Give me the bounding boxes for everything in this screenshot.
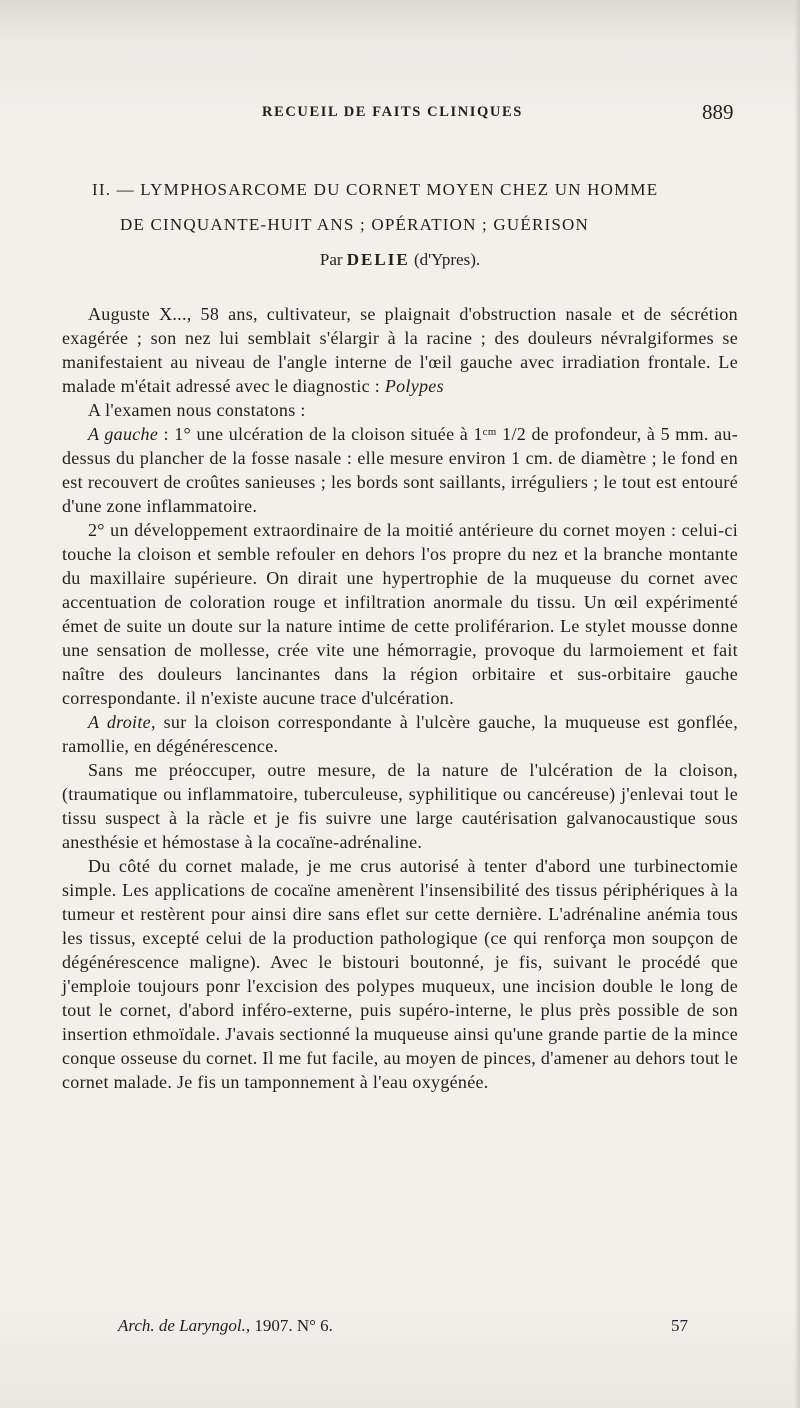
paragraph-text: Du côté du cornet malade, je me crus autorisé à tenter d'abord une turbinectomie simple. Les applications de cocaïne amenèrent l'insensibilité des tissus périphériques à la tumeur et restèrent pour ainsi dire sans eflet sur cette dernière. L'adrénaline anémia tous les tissus, excepté celui de la production pathologique (ce qui renforça mon soupçon de dégénérescence maligne). Avec le bistouri boutonné, je fis, suivant le procédé que j'emploie toujours ponr l'excision des polypes muqueux, une incision double le long de tout le cornet, d'abord inféro-externe, puis supéro-interne, le plus près possible de son insertion ethmoïdale. J'avais sectionné la muqueuse ainsi qu'une grande partie de la mince conque osseuse du cornet. Il me fut facile, au moyen de pinces, d'amener au dehors tout le cornet malade. Je fis un tamponnement à l'eau oxygénée. — [62, 856, 738, 1092]
italic-text: A gauche — [88, 424, 159, 444]
paragraph — [62, 302, 738, 398]
page-footer — [118, 1316, 688, 1342]
article-title-line-1: II. — LYMPHOSARCOME DU CORNET MOYEN CHEZ UN HOMME — [92, 180, 659, 199]
paragraph — [62, 398, 738, 422]
paragraph-text: , sur la cloison correspondante à l'ulcère gauche, la muqueuse est gonflée, ramollie, en dégénérescence. — [62, 712, 738, 756]
journal-citation — [118, 1316, 333, 1336]
article-body — [62, 302, 738, 1094]
paragraph-text: Sans me préoccuper, outre mesure, de la nature de l'ulcération de la cloison, (traumatique ou inflammatoire, tuberculeuse, syphilitique ou cancéreuse) j'enlevai tout le tissu suspect à la ràcle et je fis suivre une large cautérisation galvanocaustique sous anesthésie et hémostase à la cocaïne-adrénaline. — [62, 760, 738, 852]
paragraph-text: A l'examen nous constatons : — [88, 400, 306, 420]
article-title-line-2: DE CINQUANTE-HUIT ANS ; OPÉRATION ; GUÉRISON — [120, 215, 589, 234]
paragraph — [62, 854, 738, 1094]
article-title — [92, 172, 752, 242]
page-number: 889 — [702, 100, 734, 124]
paragraph — [62, 710, 738, 758]
byline — [0, 250, 800, 270]
running-head — [0, 100, 800, 128]
author-name: DELIE — [346, 250, 410, 269]
paragraph-text: : 1° une ulcération de la cloison située à 1ᶜᵐ 1/2 de profondeur, à 5 mm. au-dessus du plancher de la fosse nasale : elle mesure environ 1 cm. de diamètre ; le fond en est recouvert de croûtes sanieuses ; les bords sont saillants, irréguliers ; le tout est entouré d'une zone inflammatoire. — [62, 424, 738, 516]
italic-text: Polypes — [384, 376, 444, 396]
paragraph — [62, 422, 738, 518]
byline-prefix: Par — [319, 250, 343, 269]
paragraph-text: Auguste X..., 58 ans, cultivateur, se plaignait d'obstruction nasale et de sécrétion exagérée ; son nez lui semblait s'élargir à la racine ; des douleurs névralgiformes se manifestaient au niveau de l'angle interne de l'œil gauche avec irradiation frontale. Le malade m'était adressé avec le diagnostic : — [62, 304, 738, 396]
author-affiliation: (d'Ypres). — [413, 250, 481, 269]
signature-mark: 57 — [671, 1316, 688, 1335]
paragraph — [62, 758, 738, 854]
paragraph — [62, 518, 738, 710]
journal-issue: , 1907. N° 6. — [245, 1316, 333, 1335]
italic-text: A droite — [88, 712, 151, 732]
paragraph-text: 2° un développement extraordinaire de la moitié antérieure du cornet moyen : celui-ci touche la cloison et semble refouler en dehors l'os propre du nez et la branche montante du maxillaire supérieure. On dirait une hypertrophie de la muqueuse du cornet avec accentuation de coloration rouge et infiltration anormale du tissu. Un œil expérimenté émet de suite un doute sur la nature intime de cette proliférarion. Le stylet mousse donne une sensation de mollesse, crée vite une hémorragie, provoque du larmoiement et fait naître des douleurs lancinantes dans la région orbitaire et sus-orbitaire gauche correspondante. il n'existe aucune trace d'ulcération. — [62, 520, 738, 708]
page-edge-shadow — [794, 0, 800, 1408]
running-head-title: RECUEIL DE FAITS CLINIQUES — [262, 104, 523, 120]
journal-name: Arch. de Laryngol. — [118, 1316, 246, 1335]
